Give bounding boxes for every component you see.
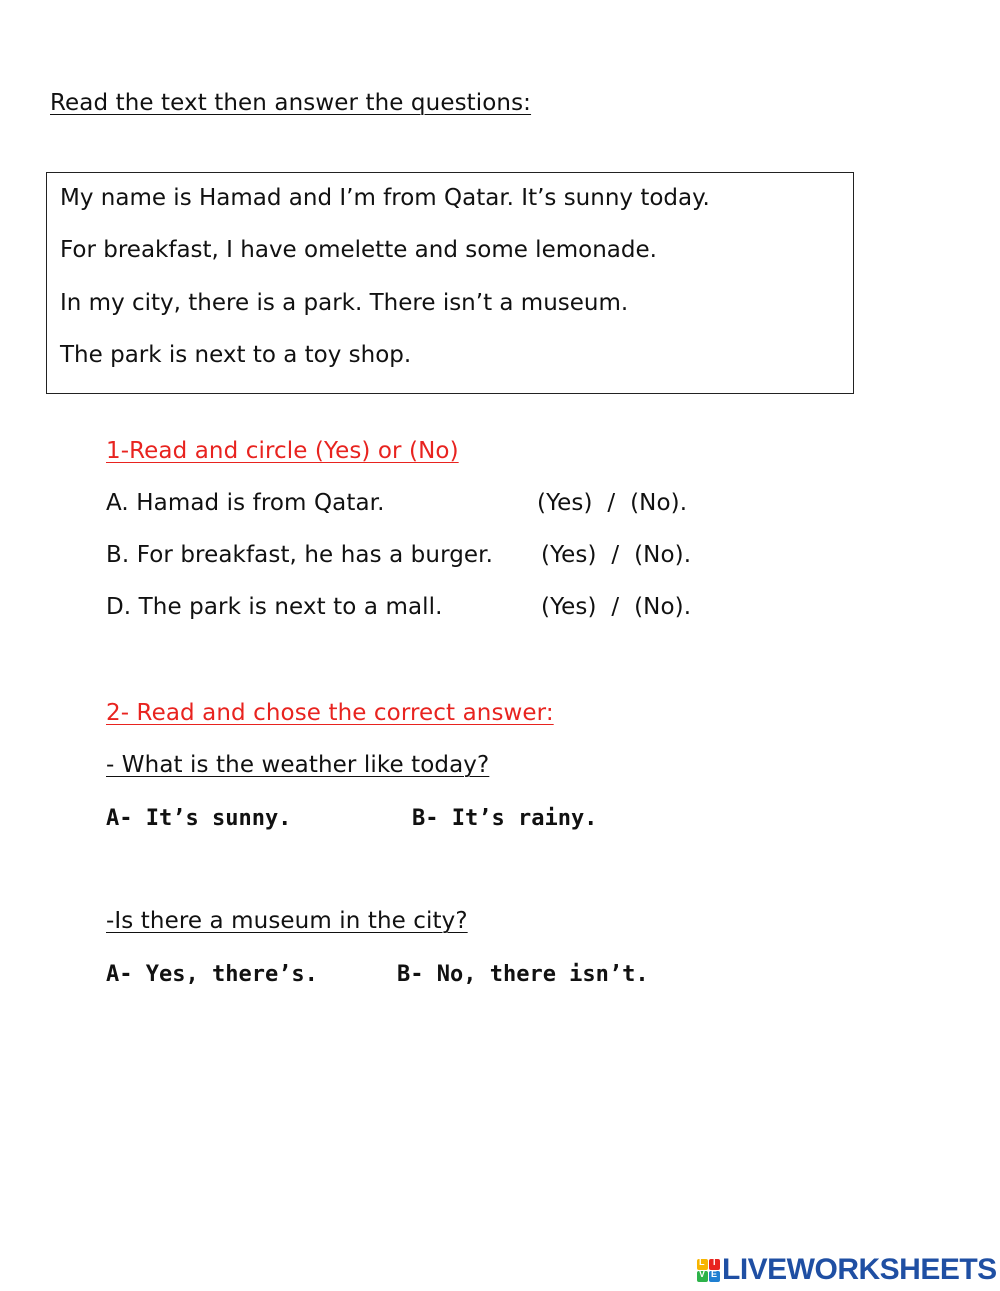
yes-no-choice[interactable]: (Yes) / (No). (537, 490, 688, 516)
question-statement: B. For breakfast, he has a burger. (106, 542, 494, 568)
question-statement: A. Hamad is from Qatar. (106, 490, 385, 516)
passage-line: The park is next to a toy shop. (60, 342, 412, 368)
section2-title: 2- Read and chose the correct answer: (106, 700, 554, 726)
passage-line: In my city, there is a park. There isn’t a museum. (60, 290, 629, 316)
question-museum: -Is there a museum in the city? (106, 908, 468, 934)
option-a[interactable]: A- Yes, there’s. (106, 962, 318, 987)
passage-line: My name is Hamad and I’m from Qatar. It’s sunny today. (60, 185, 710, 211)
question-statement: D. The park is next to a mall. (106, 594, 443, 620)
option-b[interactable]: B- No, there isn’t. (397, 962, 649, 987)
option-b[interactable]: B- It’s rainy. (412, 806, 598, 831)
instruction-heading: Read the text then answer the questions: (50, 90, 532, 116)
logo-blocks-icon: L I V E (697, 1259, 720, 1282)
logo-text: LIVEWORKSHEETS (722, 1253, 997, 1286)
question-weather: - What is the weather like today? (106, 752, 490, 778)
yes-no-choice[interactable]: (Yes) / (No). (541, 542, 692, 568)
option-a[interactable]: A- It’s sunny. (106, 806, 292, 831)
liveworksheets-logo (697, 1254, 997, 1286)
reading-passage-box (46, 172, 854, 394)
yes-no-choice[interactable]: (Yes) / (No). (541, 594, 692, 620)
passage-line: For breakfast, I have omelette and some lemonade. (60, 237, 657, 263)
section1-title: 1-Read and circle (Yes) or (No) (106, 438, 459, 464)
